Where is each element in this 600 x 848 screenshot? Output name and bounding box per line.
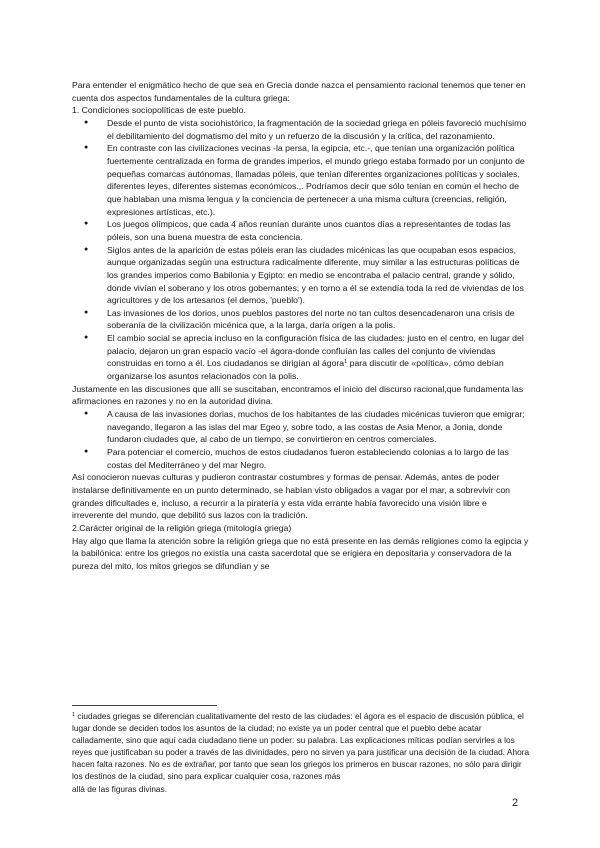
footnote-mark: 1: [72, 712, 76, 718]
paragraph: Justamente en las discusiones que allí se suscitaban, encontramos el inicio del discurso racional,que fundamenta las afirmaciones en razones y no en la autoridad divina.: [72, 383, 524, 407]
list-item: ● Las invasiones de los dorios, unos pueblos pastores del norte no tan cultos desencadenaron una crisis de soberanía de la civilización micénica que, a la larga, daría origen a la polis.: [107, 307, 530, 332]
list-item: ● Para potenciar el comercio, muchos de estos ciudadanos fueron estableciendo colonias a lo largo de las costas del Mediterráneo y del mar Negro.: [107, 446, 530, 471]
list-item: ● En contraste con las civilizaciones vecinas -la persa, la egipcia, etc.-, que tenían una organización política fuertemente centralizada en forma de grandes imperios, el mundo griego estaba formado por un conjunto de pequeñas comarcas autónomas, llamadas póleis, que tenían diferentes organizaciones políticas y sociales, diferentes leyes, diferentes sistemas económicos.,. Podríamos decir que sólo tenían en común el hecho de que hablaban una misma lengua y la conciencia de pertenecer a una misma cultura (creencias, religión, expresiones artísticas, etc.).: [107, 142, 530, 218]
list-item: ● Desde el punto de vista sociohistórico, la fragmentación de la sociedad griega en póleis favoreció muchísimo el debilitamiento del dogmatismo del mito y un refuerzo de la discusión y la crítica, del razonamiento.: [107, 117, 530, 142]
footnote-last-line: allá de las figuras divinas.: [72, 783, 168, 794]
footnote-reference[interactable]: 1: [344, 359, 348, 366]
paragraph: Así conocieron nuevas culturas y pudieron contrastar costumbres y formas de pensar. Además, antes de poder instalarse definitivamente en un punto determinado, se habían visto obligados a vagar por el mar, a sobrevivir con grandes dificultades e, incluso, a recurrir a la piratería y esta vida errante había favorecido una visión libre e irreverente del mundo, que debilitó sus lazos con la tradición.: [72, 472, 511, 521]
section-1-heading: 1. Condiciones sociopolíticas de este pueblo.: [72, 105, 246, 116]
paragraph: Hay algo que llama la atención sobre la religión griega que no está presente en las demás religiones como la egipcia y la babilónica: entre los griegos no existía una casta sacerdotal que se erigiera en depositaria y conservadora de la pureza del mito, los mitos griegos se difundían y se: [72, 535, 529, 571]
bullet-text: para discutir de «política», cómo debían organizarse los asuntos relacionados con la polis.: [107, 358, 504, 382]
footnote-divider: [72, 705, 217, 706]
page-number: 2: [512, 797, 519, 809]
list-item: [107, 332, 530, 383]
intro-paragraph: Para entender el enigmático hecho de que sea en Grecia donde nazca el pensamiento racional tenemos que tener en cuenta dos aspectos fundamentales de la cultura griega:: [72, 80, 526, 103]
section-1-bullet-list: [72, 117, 530, 383]
footnote-text: ciudades griegas se diferencian cualitativamente del resto de las ciudades: el ágora es el espacio de discusión pública, el lugar donde se deciden todos los asuntos de la ciudad; no existe ya un poder central que el pueblo debe acatar calladamente, sino que aquí cada ciudadano tiene un poder: su palabra. Las explicaciones míticas podían servirles a los reyes que justificaban su poder a través de las divinidades, pero no sirven ya para justificar una decisión de la ciudad. Ahora hacen falta razones. No es de extrañar, por tanto que sean los griegos los primeros en buscar razones, no sólo para dirigir los destinos de la ciudad, sino para explicar cualquier cosa, razones más: [72, 711, 530, 782]
footnote: [72, 710, 532, 795]
list-item: ● Siglos antes de la aparición de estas póleis eran las ciudades micénicas las que ocupaban esos espacios, aunque organizadas según una estructura radicalmente diferente, muy similar a las estructuras políticas de los grandes imperios como Babilonia y Egipto: en medio se encontraba el palacio central, grande y sólido, donde vivían el soberano y los otros gobernantes; y en torno a él se extendía toda la red de viviendas de los agricultores y de los artesanos (el demos, 'pueblo').: [107, 244, 530, 307]
section-2-heading: 2.Carácter original de la religión griega (mitología griega): [72, 522, 292, 533]
section-1b-bullet-list: [72, 408, 530, 471]
main-text: [72, 79, 530, 573]
list-item: ● Los juegos olímpicos, que cada 4 años reunían durante unos cuantos días a representantes de todas las póleis, son una buena muestra de esta conciencia.: [107, 218, 530, 243]
list-item: ● A causa de las invasiones dorias, muchos de los habitantes de las ciudades micénicas tuvieron que emigrar; navegando, llegaron a las islas del mar Egeo y, sobre todo, a las costas de Asia Menor, a Jonia, donde fundaron ciudades que, al cabo de un tiempo, se convirtieron en centros comerciales.: [107, 408, 530, 446]
bullet-text: El cambio social se aprecia incluso en la configuración física de las ciudades: justo en el centro, en lugar del palacio, dejaron un gran espacio vacío -el ágora-donde confluían las calles del conjunto de viviendas construidas en torno a él. Los ciudadanos se dirigían al ágora: [107, 333, 524, 369]
